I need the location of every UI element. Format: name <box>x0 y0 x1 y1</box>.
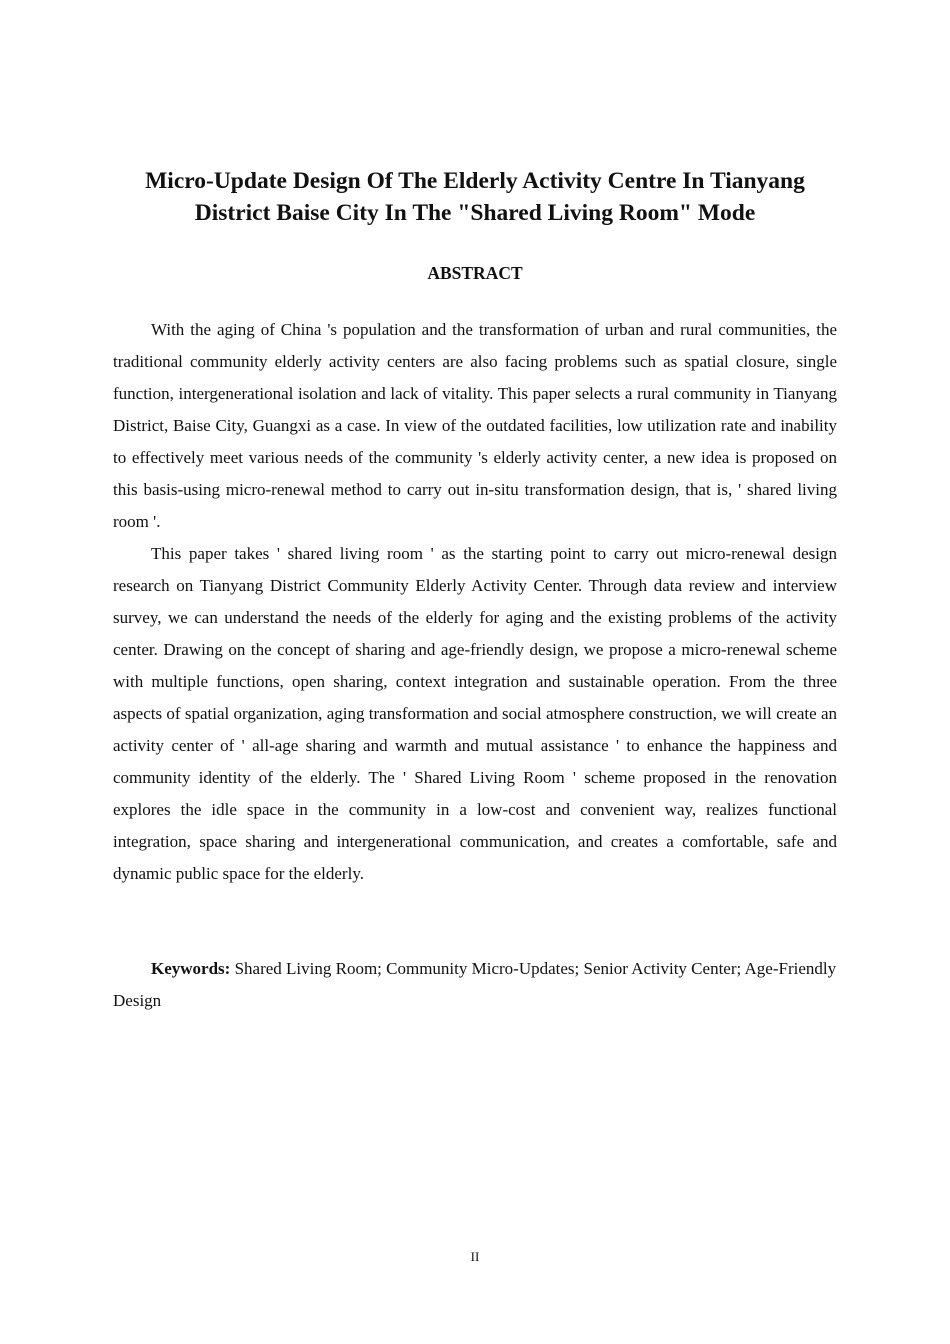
keywords-label: Keywords: <box>151 959 231 978</box>
keywords-text: Shared Living Room; Community Micro-Updates; Senior Activity Center; Age-Friendly Design <box>113 959 837 1010</box>
title-line-2: District Baise City In The "Shared Living Room" Mode <box>194 200 756 226</box>
abstract-body <box>113 314 837 890</box>
abstract-paragraph-1: With the aging of China 's population and the transformation of urban and rural communities, the traditional community elderly activity centers are also facing problems such as spatial closure, single function, intergenerational isolation and lack of vitality. This paper selects a rural community in Tianyang District, Baise City, Guangxi as a case. In view of the outdated facilities, low utilization rate and inability to effectively meet various needs of the community 's elderly activity center, a new idea is proposed on this basis-using micro-renewal method to carry out in-situ transformation design, that is, ' shared living room '. <box>113 320 837 531</box>
keywords <box>113 953 837 1017</box>
abstract-paragraph-2: This paper takes ' shared living room ' as the starting point to carry out micro-renewal design research on Tianyang District Community Elderly Activity Center. Through data review and interview survey, we can understand the needs of the elderly for aging and the existing problems of the activity center. Drawing on the concept of sharing and age-friendly design, we propose a micro-renewal scheme with multiple functions, open sharing, context integration and sustainable operation. From the three aspects of spatial organization, aging transformation and social atmosphere construction, we will create an activity center of ' all-age sharing and warmth and mutual assistance ' to enhance the happiness and community identity of the elderly. The ' Shared Living Room ' scheme proposed in the renovation explores the idle space in the community in a low-cost and convenient way, realizes functional integration, space sharing and intergenerational communication, and creates a comfortable, safe and dynamic public space for the elderly. <box>113 544 837 883</box>
title-line-1: Micro-Update Design Of The Elderly Activity Centre In Tianyang <box>145 168 805 194</box>
document-title <box>100 165 850 229</box>
abstract-heading: ABSTRACT <box>427 263 523 283</box>
page-number: II <box>470 1249 480 1264</box>
